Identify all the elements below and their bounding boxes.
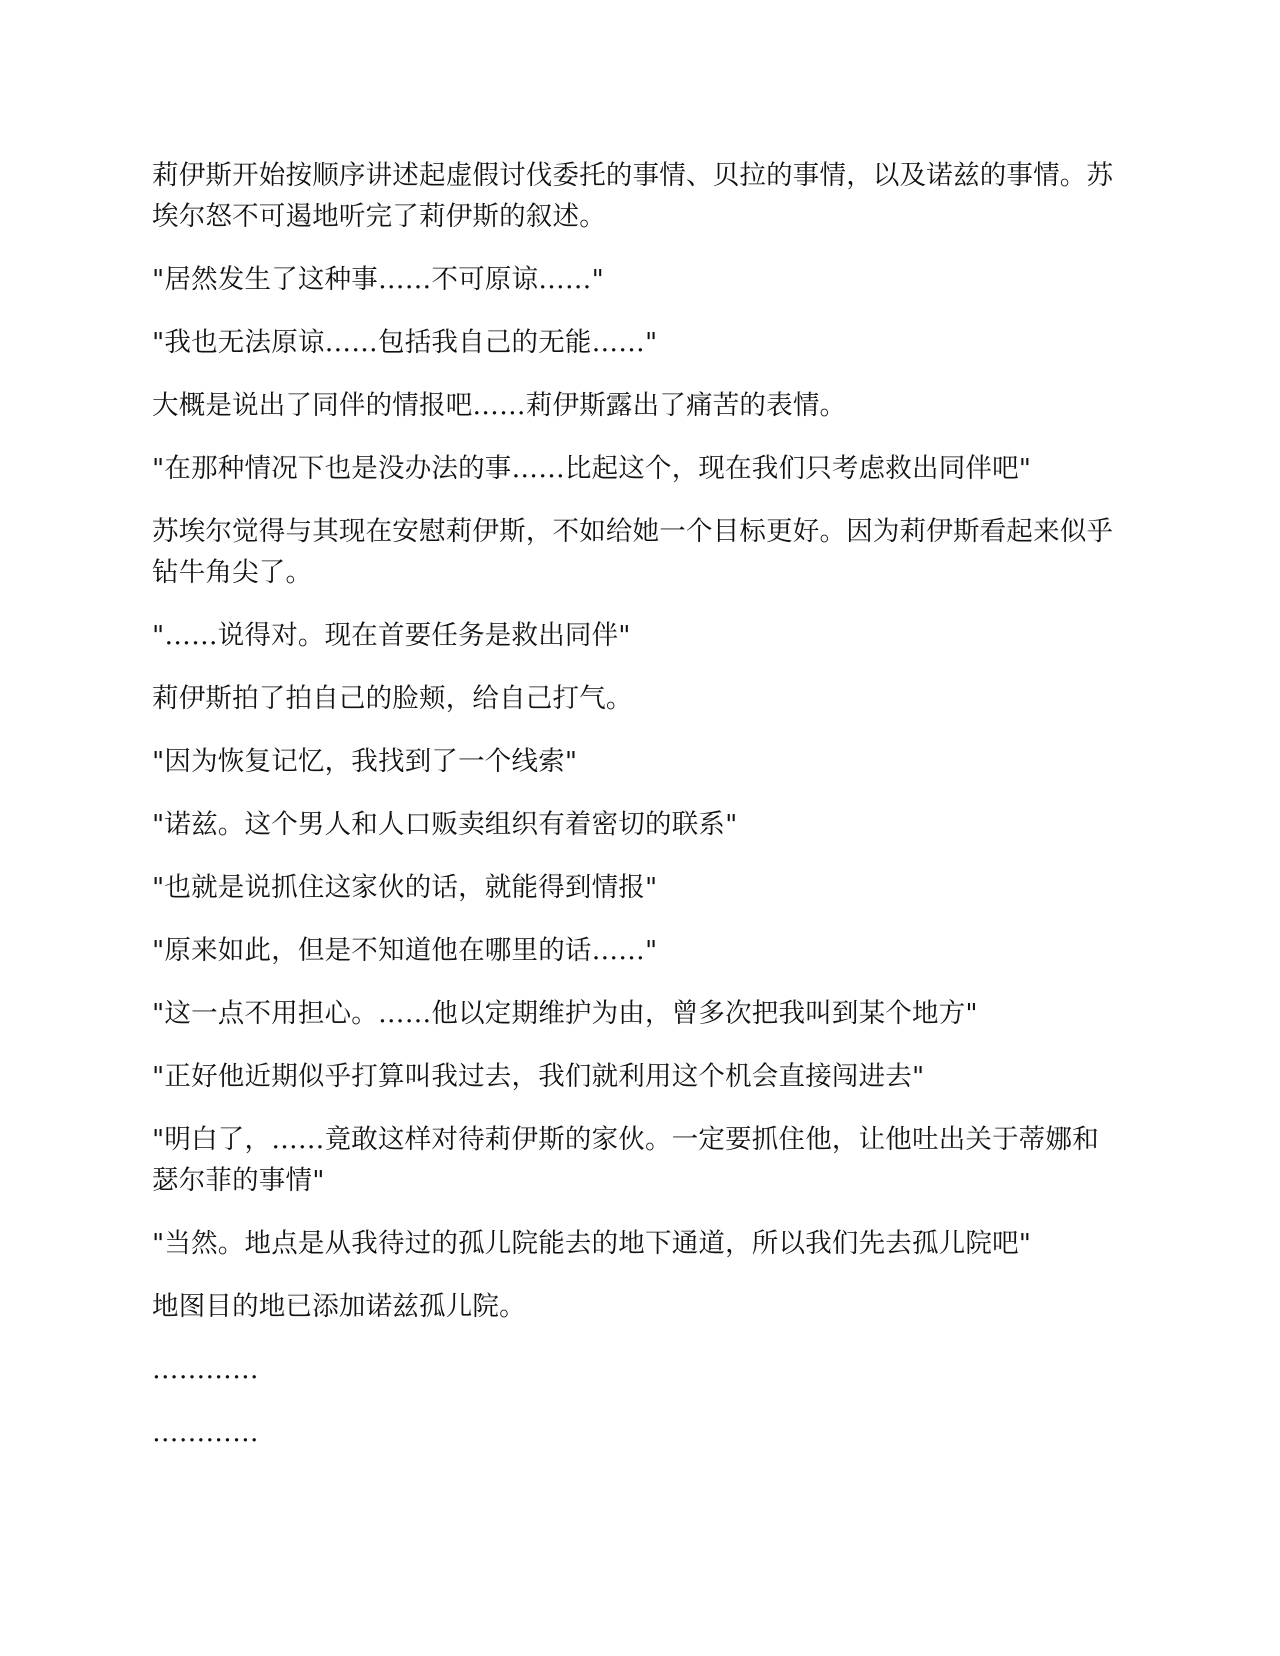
text-segment: "……说得对。现在首要任务是救出同伴": [152, 620, 631, 651]
text-segment: 地图目的地已添加诺兹孤儿院。: [152, 1291, 526, 1322]
text-segment: …………: [152, 1417, 259, 1448]
text-segment: "明白了，……竟敢这样对待: [152, 1124, 485, 1155]
text-segment: 拍了拍自己的脸颊，给自己打气。: [232, 683, 633, 714]
text-segment: "这一点不用担心。……他以定期维护为由，曾多次把我叫到某个地方": [152, 998, 978, 1029]
paragraph: [152, 448, 1117, 489]
text-segment: 的叙述。: [499, 201, 606, 232]
paragraph: [152, 1412, 1117, 1453]
paragraph: [152, 867, 1117, 908]
paragraph: [152, 930, 1117, 971]
character-name: 莉伊斯: [152, 160, 233, 191]
paragraph: [152, 322, 1117, 363]
paragraph: [152, 741, 1117, 782]
text-segment: 大概是说出了同伴的情报吧……: [152, 390, 526, 421]
text-segment: "诺兹。这个男人和人口贩卖组织有着密切的联系": [152, 809, 738, 840]
paragraph: [152, 259, 1117, 300]
text-segment: 的家伙。一定要抓住他，让他吐出关于蒂娜和瑟尔菲的事情": [152, 1124, 1099, 1196]
paragraph: [152, 1349, 1117, 1390]
text-segment: 露出了痛苦的表情。: [605, 390, 847, 421]
paragraph: [152, 1223, 1117, 1264]
text-segment: "居然发生了这种事……不可原谅……": [152, 264, 604, 295]
paragraph: [152, 993, 1117, 1034]
character-name: 莉伊斯: [445, 516, 526, 547]
paragraph: [152, 804, 1117, 845]
paragraph: [152, 615, 1117, 656]
paragraph: [152, 1286, 1117, 1327]
document-body: [152, 155, 1117, 1475]
text-segment: "因为恢复记忆，我找到了一个线索": [152, 746, 578, 777]
character-name: 莉伊斯: [525, 390, 606, 421]
text-segment: "正好他近期似乎打算叫我过去，我们就利用这个机会直接闯进去": [152, 1061, 925, 1092]
character-name: 莉伊斯: [484, 1124, 565, 1155]
text-segment: "原来如此，但是不知道他在哪里的话……": [152, 935, 658, 966]
paragraph: [152, 1119, 1117, 1201]
character-name: 莉伊斯: [419, 201, 500, 232]
text-segment: "也就是说抓住这家伙的话，就能得到情报": [152, 872, 658, 903]
text-segment: "在那种情况下也是没办法的事……比起这个，现在我们只考虑救出同伴吧": [152, 453, 1032, 484]
text-segment: 开始按顺序讲述起虚假讨伐委托的事情、贝拉的事情，以及诺兹的事情。苏埃尔怒不可遏地听完了: [152, 160, 1114, 232]
paragraph: [152, 678, 1117, 719]
text-segment: "当然。地点是从我待过的孤儿院能去的地下通道，所以我们先去孤儿院吧": [152, 1228, 1032, 1259]
paragraph: [152, 155, 1117, 237]
character-name: 莉伊斯: [152, 683, 233, 714]
paragraph: [152, 511, 1117, 593]
text-segment: 苏埃尔觉得与其现在安慰: [152, 516, 446, 547]
character-name: 莉伊斯: [899, 516, 980, 547]
text-segment: "我也无法原谅……包括我自己的无能……": [152, 327, 658, 358]
text-segment: 看起来似乎钻牛角尖了。: [152, 516, 1114, 588]
paragraph: [152, 385, 1117, 426]
text-segment: …………: [152, 1354, 259, 1385]
paragraph: [152, 1056, 1117, 1097]
text-segment: ，不如给她一个目标更好。因为: [525, 516, 900, 547]
